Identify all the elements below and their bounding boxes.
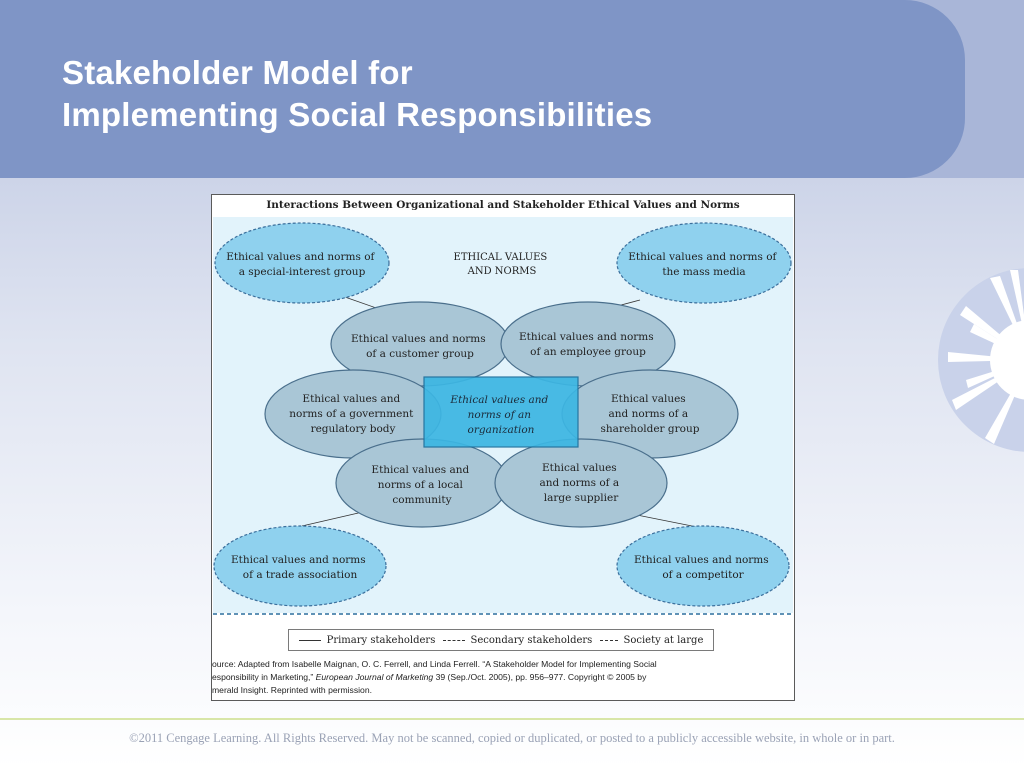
shareholder-line2: and norms of a <box>608 408 689 420</box>
legend-primary-label: Primary stakeholders <box>326 634 436 646</box>
government-line1: Ethical values and <box>302 393 401 405</box>
sunburst-decoration <box>930 260 1024 460</box>
legend-secondary <box>443 635 593 646</box>
trade-association-line2: of a trade association <box>242 569 358 581</box>
government-line2: norms of a government <box>289 408 414 420</box>
legend-solid-line <box>299 640 321 641</box>
secondary-special-interest <box>215 223 389 303</box>
legend-dashdot-line <box>600 640 618 641</box>
mass-media-line2: the mass media <box>662 266 746 278</box>
footer-rule <box>0 718 1024 720</box>
primary-large-supplier <box>495 439 667 527</box>
slide-title-line2: Implementing Social Responsibilities <box>62 96 653 133</box>
shareholder-line1: Ethical values <box>610 393 686 405</box>
copyright-footer: ©2011 Cengage Learning. All Rights Reserved. May not be scanned, copied or duplicated, or posted to a publicly accessible website, in whole or in part. <box>129 731 895 745</box>
customer-line2: of a customer group <box>366 348 474 360</box>
competitor-line1: Ethical values and norms <box>634 554 769 566</box>
center-label-line2: AND NORMS <box>467 266 537 277</box>
legend-society <box>600 635 704 646</box>
organization-line1: Ethical values and <box>450 394 549 406</box>
slide-title-line1: Stakeholder Model for <box>62 54 413 91</box>
primary-local-community <box>336 439 508 527</box>
stakeholder-figure <box>211 194 795 701</box>
community-line2: norms of a local <box>377 479 463 491</box>
organization-line3: organization <box>467 424 535 436</box>
legend-dashed-line <box>443 640 465 641</box>
community-line3: community <box>392 494 452 506</box>
supplier-line2: and norms of a <box>539 477 620 489</box>
secondary-trade-association <box>214 526 386 606</box>
supplier-line1: Ethical values <box>541 462 617 474</box>
customer-line1: Ethical values and norms <box>351 333 486 345</box>
source-line2 <box>212 671 752 684</box>
secondary-mass-media <box>617 223 791 303</box>
legend-primary <box>299 635 436 646</box>
legend <box>288 629 714 651</box>
organization-box <box>424 377 578 447</box>
shareholder-line3: shareholder group <box>600 423 700 435</box>
legend-secondary-label: Secondary stakeholders <box>470 634 593 646</box>
mass-media-line1: Ethical values and norms of <box>628 251 777 263</box>
government-line3: regulatory body <box>310 423 396 435</box>
source-line2-a: esponsibility in Marketing,” <box>212 672 316 682</box>
source-line3: merald Insight. Reprinted with permission. <box>212 685 373 695</box>
secondary-competitor <box>617 526 789 606</box>
employee-line2: of an employee group <box>530 346 646 358</box>
competitor-line2: of a competitor <box>662 569 744 581</box>
source-line2-c: 39 (Sep./Oct. 2005), pp. 956–977. Copyright © 2005 by <box>433 672 647 682</box>
community-line1: Ethical values and <box>371 464 470 476</box>
slide-title <box>62 52 652 136</box>
special-interest-line1: Ethical values and norms of <box>226 251 375 263</box>
svg-text:Ethical values and nor <box>601 393 700 435</box>
figure-heading: Interactions Between Organizational and Stakeholder Ethical Values and Norms <box>266 199 740 211</box>
stakeholder-diagram <box>212 195 794 700</box>
organization-line2: norms of an <box>467 409 532 421</box>
legend-society-label: Society at large <box>623 634 704 646</box>
supplier-line3: large supplier <box>543 492 619 504</box>
source-journal: European Journal of Marketing <box>315 672 434 682</box>
figure-source <box>212 658 752 697</box>
trade-association-line1: Ethical values and norms <box>231 554 366 566</box>
center-label-line1: ETHICAL VALUES <box>453 252 548 263</box>
special-interest-line2: a special-interest group <box>238 266 366 278</box>
svg-text:Ethical values and nor <box>539 462 622 504</box>
source-line1: ource: Adapted from Isabelle Maignan, O. C. Ferrell, and Linda Ferrell. “A Stakeholder Model for Implementing Social <box>212 659 657 669</box>
employee-line1: Ethical values and norms <box>519 331 654 343</box>
